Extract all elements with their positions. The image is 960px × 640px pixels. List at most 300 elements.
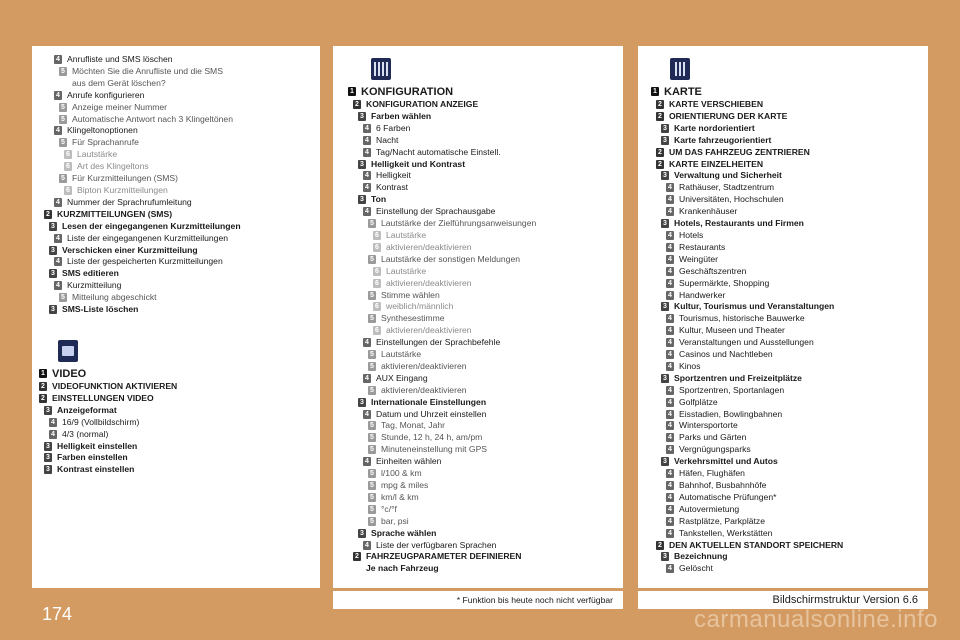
footer-title: Bildschirmstruktur Version 6.6: [638, 591, 928, 609]
level-badge: 2: [656, 100, 664, 109]
level-badge: 4: [666, 493, 674, 502]
menu-entry-label: Anzeigeformat: [57, 404, 117, 415]
menu-entry: [638, 409, 928, 421]
menu-entry: [333, 528, 623, 540]
menu-entry-label: Lesen der eingegangenen Kurzmitteilungen: [62, 220, 241, 231]
level-badge: 4: [363, 541, 371, 550]
menu-entry-label: Geschäftszentren: [679, 265, 747, 276]
menu-entry-label: Anrufliste und SMS löschen: [67, 54, 173, 64]
menu-entry: [333, 492, 623, 504]
level-badge: 4: [666, 267, 674, 276]
menu-entry: [333, 254, 623, 266]
menu-entry: [638, 480, 928, 492]
menu-entry-label: Lautstärke: [381, 349, 422, 360]
level-badge: 3: [44, 442, 52, 451]
menu-entry-label: Anrufe konfigurieren: [67, 89, 145, 100]
menu-entry-label: mpg & miles: [381, 480, 429, 490]
menu-entry: [638, 468, 928, 480]
menu-entry: [32, 452, 320, 464]
menu-entry-label: weiblich/männlich: [386, 301, 454, 312]
menu-entry: [638, 147, 928, 159]
configuration-menu-list: [333, 54, 623, 575]
level-badge: 4: [363, 148, 371, 157]
level-badge: 3: [661, 136, 669, 145]
menu-entry-label: KONFIGURATION: [361, 86, 454, 98]
menu-entry-label: Nacht: [376, 134, 399, 145]
menu-entry: [638, 242, 928, 254]
menu-entry-label: Sprache wählen: [371, 527, 437, 538]
video-menu-list: [32, 336, 320, 476]
menu-entry: [638, 86, 928, 99]
menu-entry: [638, 528, 928, 540]
menu-entry-label: °c/°f: [381, 503, 397, 514]
menu-entry: [638, 432, 928, 444]
menu-entry: [32, 441, 320, 453]
level-badge: 1: [39, 369, 47, 378]
level-badge: 6: [373, 279, 381, 288]
menu-entry-label: SMS editieren: [62, 268, 119, 279]
menu-entry: [638, 301, 928, 313]
level-badge: 4: [666, 386, 674, 395]
menu-entry: [638, 397, 928, 409]
menu-entry-label: Nummer der Sprachrufumleitung: [67, 196, 192, 207]
menu-entry: [638, 563, 928, 575]
menu-entry: [32, 405, 320, 417]
level-badge: 4: [363, 183, 371, 192]
menu-entry-label: Lautstärke: [386, 265, 427, 276]
level-badge: 4: [666, 350, 674, 359]
menu-entry-label: KARTE: [664, 86, 702, 98]
menu-entry: [638, 540, 928, 552]
level-badge: 5: [368, 433, 376, 442]
level-badge: 2: [656, 541, 664, 550]
menu-entry: [333, 516, 623, 528]
level-badge: 4: [666, 183, 674, 192]
menu-entry-label: Rathäuser, Stadtzentrum: [679, 182, 775, 193]
menu-entry: [32, 78, 320, 90]
menu-entry: [638, 254, 928, 266]
level-badge: 3: [44, 453, 52, 462]
menu-entry-label: Einstellungen der Sprachbefehle: [376, 337, 501, 348]
level-badge: 3: [661, 302, 669, 311]
menu-entry: [32, 256, 320, 268]
menu-entry-label: Bahnhof, Busbahnhöfe: [679, 480, 767, 490]
level-badge: 3: [661, 374, 669, 383]
menu-entry: [333, 444, 623, 456]
menu-entry-label: VIDEOFUNKTION AKTIVIEREN: [52, 381, 178, 391]
menu-entry-label: Liste der gespeicherten Kurzmitteilungen: [67, 256, 223, 267]
level-badge: 4: [666, 362, 674, 371]
level-badge: 4: [54, 55, 62, 64]
menu-entry: [333, 242, 623, 254]
level-badge: 4: [666, 421, 674, 430]
map-menu-list: [638, 54, 928, 575]
menu-entry: [638, 159, 928, 171]
level-badge: 2: [44, 210, 52, 219]
menu-entry: [333, 278, 623, 290]
level-badge: 4: [54, 257, 62, 266]
menu-entry-label: VIDEO: [52, 368, 87, 380]
menu-entry-label: Anzeige meiner Nummer: [72, 101, 168, 112]
level-badge: 4: [54, 234, 62, 243]
menu-entry-label: KARTE EINZELHEITEN: [669, 158, 764, 169]
menu-entry-label: Helligkeit und Kontrast: [371, 158, 466, 169]
level-badge: 4: [666, 517, 674, 526]
menu-entry: [638, 182, 928, 194]
menu-entry: [638, 206, 928, 218]
menu-entry-label: Mitteilung abgeschickt: [72, 292, 157, 303]
menu-entry: [333, 551, 623, 563]
level-badge: 6: [373, 243, 381, 252]
menu-entry: [333, 266, 623, 278]
menu-entry: [333, 290, 623, 302]
menu-entry-label: aktivieren/deaktivieren: [386, 241, 472, 252]
level-badge: 3: [49, 222, 57, 231]
menu-entry-label: Minuteneinstellung mit GPS: [381, 444, 488, 455]
level-badge: 4: [363, 207, 371, 216]
menu-entry-label: bar, psi: [381, 515, 409, 526]
menu-entry: [333, 182, 623, 194]
menu-entry-label: Karte nordorientiert: [674, 122, 755, 133]
menu-entry: [333, 432, 623, 444]
menu-entry-label: Kinos: [679, 360, 701, 371]
level-badge: 5: [368, 493, 376, 502]
menu-entry: [333, 456, 623, 468]
level-badge: 6: [64, 186, 72, 195]
video-icon: [58, 340, 78, 362]
menu-entry-label: Internationale Einstellungen: [371, 396, 487, 407]
watermark: carmanualsonline.info: [694, 606, 938, 633]
level-badge: 4: [666, 564, 674, 573]
menu-entry: [32, 149, 320, 161]
menu-entry: [638, 230, 928, 242]
menu-entry: [32, 197, 320, 209]
left-column: [32, 46, 320, 588]
level-badge: 5: [368, 314, 376, 323]
menu-entry-label: FAHRZEUGPARAMETER DEFINIEREN: [366, 551, 522, 562]
menu-entry-label: SMS-Liste löschen: [62, 304, 139, 315]
menu-entry: [638, 385, 928, 397]
menu-entry: [32, 137, 320, 149]
menu-entry: [638, 373, 928, 385]
menu-entry: [333, 135, 623, 147]
level-badge: 4: [666, 410, 674, 419]
menu-entry: [32, 185, 320, 197]
level-badge: 5: [368, 421, 376, 430]
menu-entry-label: Art des Klingeltons: [77, 161, 149, 172]
menu-entry-label: Tourismus, historische Bauwerke: [679, 313, 805, 324]
map-icon: [670, 58, 690, 80]
menu-entry-label: Tag/Nacht automatische Einstell.: [376, 146, 501, 157]
menu-entry-label: Kontrast einstellen: [57, 464, 135, 475]
menu-entry-label: Vergnügungsparks: [679, 444, 751, 455]
level-badge: 2: [353, 100, 361, 109]
level-badge: 4: [49, 418, 57, 427]
level-badge: 4: [363, 457, 371, 466]
menu-entry-label: Stimme wählen: [381, 289, 440, 300]
menu-entry-label: Weingüter: [679, 253, 719, 264]
menu-entry: [32, 161, 320, 173]
right-column: [638, 46, 928, 588]
menu-entry-label: KURZMITTEILUNGEN (SMS): [57, 208, 173, 219]
menu-entry: [333, 468, 623, 480]
menu-entry-label: Casinos und Nachtleben: [679, 349, 773, 360]
menu-entry: [32, 393, 320, 405]
menu-entry-label: Klingeltonoptionen: [67, 125, 138, 136]
menu-entry-label: Für Kurzmitteilungen (SMS): [72, 173, 179, 184]
menu-entry-label: Kultur, Tourismus und Veranstaltungen: [674, 301, 835, 312]
level-badge: 4: [363, 136, 371, 145]
menu-entry-label: Hotels: [679, 229, 704, 240]
menu-entry-label: km/l & km: [381, 491, 419, 502]
menu-entry-label: Kurzmitteilung: [67, 280, 122, 291]
menu-entry-label: Für Sprachanrufe: [72, 137, 139, 148]
menu-entry: [32, 173, 320, 185]
menu-entry: [333, 373, 623, 385]
menu-entry: [333, 206, 623, 218]
level-badge: 6: [373, 231, 381, 240]
level-badge: 4: [666, 398, 674, 407]
level-badge: 4: [666, 433, 674, 442]
menu-entry: [333, 86, 623, 99]
menu-entry: [333, 99, 623, 111]
level-badge: 4: [363, 410, 371, 419]
menu-entry: [638, 123, 928, 135]
level-badge: 4: [49, 430, 57, 439]
menu-entry-label: Wintersportorte: [679, 420, 738, 431]
menu-entry-label: Restaurants: [679, 241, 726, 252]
level-badge: 4: [666, 481, 674, 490]
menu-entry: [638, 111, 928, 123]
menu-entry-label: Lautstärke der Zielführungsanweisungen: [381, 218, 537, 229]
middle-column: [333, 46, 623, 588]
menu-entry: [638, 266, 928, 278]
menu-entry: [638, 313, 928, 325]
footnote: * Funktion bis heute noch nicht verfügbar: [333, 591, 623, 609]
menu-entry: [333, 111, 623, 123]
menu-entry: [638, 492, 928, 504]
menu-entry-label: aktivieren/deaktivieren: [386, 277, 472, 288]
menu-entry-label: Sportzentren, Sportanlagen: [679, 384, 785, 395]
menu-entry: [333, 313, 623, 325]
menu-entry-label: Automatische Antwort nach 3 Klingeltönen: [72, 113, 233, 124]
level-badge: 4: [363, 374, 371, 383]
menu-entry-label: Verwaltung und Sicherheit: [674, 170, 782, 181]
level-badge: 4: [666, 243, 674, 252]
level-badge: 3: [358, 398, 366, 407]
settings-icon: [371, 58, 391, 80]
menu-entry: [333, 540, 623, 552]
menu-entry-label: Automatische Prüfungen*: [679, 491, 777, 502]
menu-entry-label: AUX Eingang: [376, 372, 428, 383]
menu-entry: [333, 409, 623, 421]
menu-entry: [333, 337, 623, 349]
menu-entry-label: KONFIGURATION ANZEIGE: [366, 99, 479, 109]
level-badge: 2: [656, 160, 664, 169]
menu-entry: [32, 90, 320, 102]
level-badge: 2: [353, 552, 361, 561]
level-badge: 6: [373, 267, 381, 276]
level-badge: 4: [666, 338, 674, 347]
menu-entry: [333, 123, 623, 135]
menu-entry: [638, 504, 928, 516]
menu-entry: [638, 349, 928, 361]
level-badge: 4: [666, 445, 674, 454]
level-badge: 6: [373, 302, 381, 311]
menu-entry: [32, 464, 320, 476]
level-badge: 4: [666, 279, 674, 288]
menu-entry: [333, 480, 623, 492]
level-badge: 3: [661, 219, 669, 228]
menu-entry-label: UM DAS FAHRZEUG ZENTRIEREN: [669, 146, 810, 157]
level-badge: 4: [666, 207, 674, 216]
menu-entry-label: Lautstärke der sonstigen Meldungen: [381, 253, 521, 264]
page-number: 174: [42, 604, 73, 624]
menu-entry: [638, 278, 928, 290]
menu-entry-label: Kultur, Museen und Theater: [679, 325, 785, 336]
menu-entry-label: Verschicken einer Kurzmitteilung: [62, 244, 198, 255]
level-badge: 3: [49, 269, 57, 278]
menu-entry: [333, 563, 623, 575]
menu-entry-label: ORIENTIERUNG DER KARTE: [669, 110, 788, 121]
menu-entry: [333, 218, 623, 230]
menu-entry: [638, 135, 928, 147]
level-badge: 5: [59, 67, 67, 76]
level-badge: 3: [661, 552, 669, 561]
level-badge: 4: [666, 291, 674, 300]
menu-entry: [333, 230, 623, 242]
menu-entry-label: Möchten Sie die Anrufliste und die SMS: [72, 65, 223, 76]
level-badge: 5: [59, 293, 67, 302]
menu-entry: [638, 290, 928, 302]
menu-entry-label: Sportzentren und Freizeitplätze: [674, 372, 802, 383]
menu-entry-label: aus dem Gerät löschen?: [72, 77, 166, 88]
level-badge: 5: [59, 138, 67, 147]
menu-entry: [32, 125, 320, 137]
level-badge: 3: [358, 195, 366, 204]
level-badge: 5: [59, 174, 67, 183]
menu-entry: [32, 54, 320, 66]
menu-entry: [333, 147, 623, 159]
level-badge: 1: [348, 87, 356, 96]
level-badge: 4: [54, 126, 62, 135]
menu-entry-label: Bipton Kurzmitteilungen: [77, 184, 168, 195]
menu-entry-label: Häfen, Flughäfen: [679, 468, 745, 479]
menu-entry: [333, 349, 623, 361]
menu-entry: [638, 420, 928, 432]
menu-entry-label: KARTE VERSCHIEBEN: [669, 99, 764, 109]
menu-entry-label: l/100 & km: [381, 468, 422, 479]
menu-entry-label: DEN AKTUELLEN STANDORT SPEICHERN: [669, 539, 844, 550]
menu-entry-label: aktivieren/deaktivieren: [381, 384, 467, 395]
level-badge: 5: [368, 350, 376, 359]
menu-entry: [333, 325, 623, 337]
menu-entry: [333, 170, 623, 182]
level-badge: 4: [363, 338, 371, 347]
menu-entry: [32, 381, 320, 393]
menu-entry-label: Veranstaltungen und Ausstellungen: [679, 337, 814, 348]
menu-entry: [32, 292, 320, 304]
menu-entry-label: Hotels, Restaurants und Firmen: [674, 218, 804, 229]
menu-entry: [32, 66, 320, 78]
menu-entry: [333, 361, 623, 373]
level-badge: 3: [49, 305, 57, 314]
level-badge: 3: [661, 171, 669, 180]
level-badge: 4: [666, 529, 674, 538]
menu-entry-label: Farben wählen: [371, 110, 432, 121]
level-badge: 3: [358, 112, 366, 121]
level-badge: 5: [368, 362, 376, 371]
menu-entry-label: Ton: [371, 194, 387, 205]
level-badge: 5: [368, 386, 376, 395]
menu-entry: [638, 551, 928, 563]
menu-entry-label: Lautstärke: [77, 149, 118, 160]
level-badge: 2: [656, 148, 664, 157]
menu-entry-label: aktivieren/deaktivieren: [381, 360, 467, 371]
menu-entry: [638, 325, 928, 337]
level-badge: 3: [661, 457, 669, 466]
level-badge: 5: [368, 291, 376, 300]
level-badge: 4: [666, 231, 674, 240]
menu-entry: [32, 429, 320, 441]
menu-entry: [638, 194, 928, 206]
menu-entry: [32, 368, 320, 381]
menu-entry-label: Tag, Monat, Jahr: [381, 420, 446, 431]
menu-entry-label: Tankstellen, Werkstätten: [679, 527, 773, 538]
menu-entry: [638, 516, 928, 528]
menu-entry-label: 16/9 (Vollbildschirm): [62, 416, 140, 427]
level-badge: 4: [666, 469, 674, 478]
level-badge: 3: [661, 124, 669, 133]
menu-entry: [32, 221, 320, 233]
menu-entry-label: Lautstärke: [386, 229, 427, 240]
menu-entry-label: Liste der verfügbaren Sprachen: [376, 539, 497, 550]
menu-entry-label: EINSTELLUNGEN VIDEO: [52, 392, 154, 403]
menu-entry-label: Autovermietung: [679, 503, 740, 514]
level-badge: 1: [651, 87, 659, 96]
level-badge: 3: [49, 246, 57, 255]
menu-entry: [32, 102, 320, 114]
level-badge: 2: [39, 382, 47, 391]
menu-entry-label: Helligkeit: [376, 170, 411, 181]
menu-entry-label: Rastplätze, Parkplätze: [679, 515, 765, 526]
menu-entry-label: Einheiten wählen: [376, 456, 442, 467]
menu-entry-label: 6 Farben: [376, 122, 411, 133]
level-badge: 5: [368, 255, 376, 264]
level-badge: 4: [666, 314, 674, 323]
menu-entry: [32, 114, 320, 126]
menu-entry-label: Farben einstellen: [57, 452, 128, 463]
menu-entry: [32, 245, 320, 257]
menu-entry-label: Helligkeit einstellen: [57, 440, 138, 451]
menu-entry: [638, 218, 928, 230]
menu-entry-label: Supermärkte, Shopping: [679, 277, 770, 288]
level-badge: 3: [44, 465, 52, 474]
menu-entry: [333, 420, 623, 432]
menu-entry-label: Handwerker: [679, 289, 726, 300]
menu-entry: [638, 361, 928, 373]
level-badge: 6: [64, 150, 72, 159]
level-badge: 3: [358, 160, 366, 169]
level-badge: 2: [656, 112, 664, 121]
menu-entry: [32, 268, 320, 280]
menu-entry-label: Parks und Gärten: [679, 432, 747, 443]
menu-entry: [638, 456, 928, 468]
level-badge: 3: [358, 529, 366, 538]
phone-menu-list: [32, 54, 320, 316]
level-badge: 4: [54, 281, 62, 290]
menu-entry-label: Universitäten, Hochschulen: [679, 194, 784, 205]
